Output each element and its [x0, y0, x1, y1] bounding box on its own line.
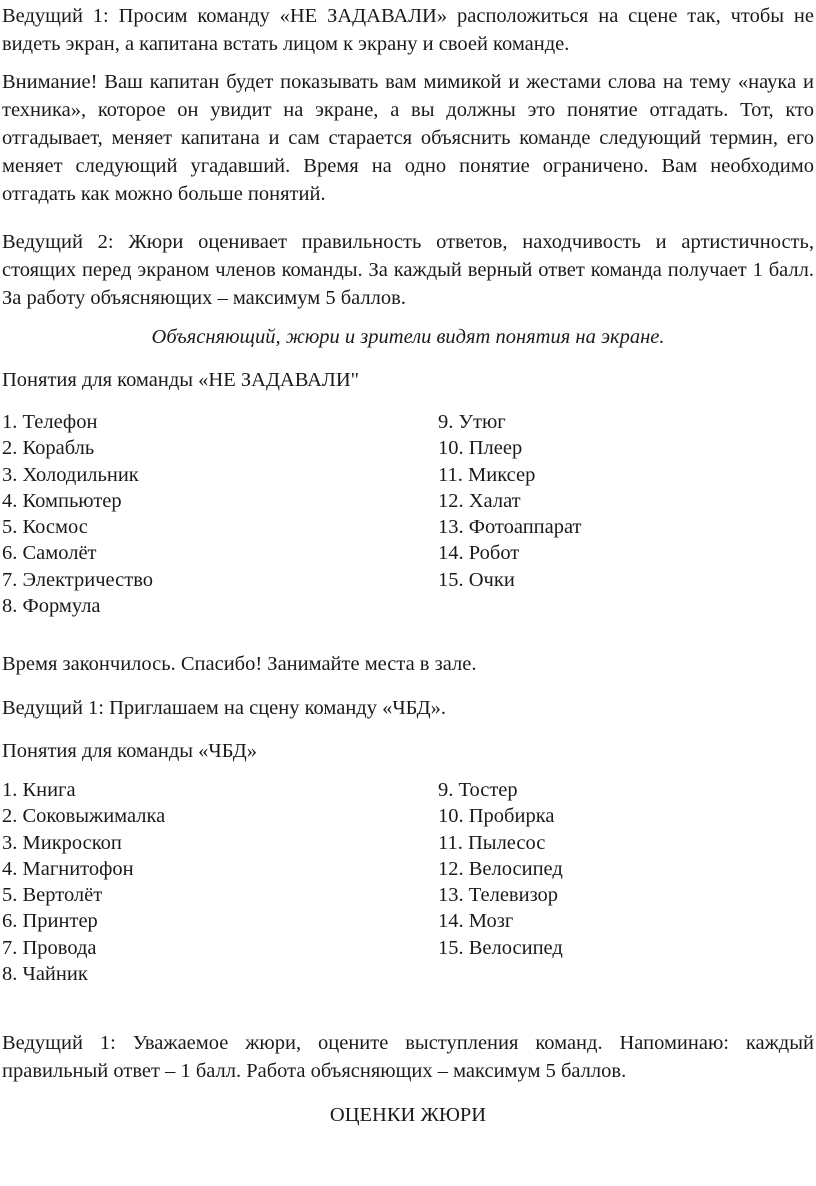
list-item: 3. Микроскоп: [2, 831, 122, 854]
list-item: 14. Робот: [438, 542, 520, 565]
list-item: 4. Магнитофон: [2, 857, 134, 880]
list2-right-column: [438, 777, 563, 961]
list-item: 8. Чайник: [2, 963, 88, 986]
list-item: 9. Утюг: [438, 411, 506, 433]
host2-jury-paragraph: Ведущий 2: Жюри оценивает правильность ответов, находчивость и артистичность, стоящих перед экраном членов команды. За каждый верный ответ команда получает 1 балл. За работу объясняющих – максимум 5 баллов.: [2, 231, 814, 309]
screen-note: Объясняющий, жюри и зрители видят понятия на экране.: [151, 326, 665, 348]
jury-scores-heading: ОЦЕНКИ ЖЮРИ: [329, 1104, 487, 1126]
list-item: 15. Велосипед: [438, 936, 563, 959]
list-item: 10. Плеер: [438, 437, 523, 460]
list-item: 9. Тостер: [438, 779, 518, 801]
rules-paragraph: Внимание! Ваш капитан будет показывать вам мимикой и жестами слова на тему «наука и техника», которое он увидит на экране, а вы должны это понятие отгадать. Тот, кто отгадывает, меняет капитана и сам старается объяснить команде следующий термин, его меняет следующий угадавший. Время на одно понятие ограничено. Вам необходимо отгадать как можно больше понятий.: [2, 71, 814, 205]
list-item: 4. Компьютер: [2, 489, 122, 512]
list1-right-column: [438, 409, 582, 593]
list2-left-column: [2, 777, 165, 987]
list-item: 6. Самолёт: [2, 542, 97, 565]
list-item: 12. Велосипед: [438, 857, 563, 880]
list-item: 7. Электричество: [2, 568, 153, 591]
list-item: 5. Космос: [2, 516, 88, 539]
list-item: 12. Халат: [438, 489, 521, 512]
list-item: 1. Книга: [2, 779, 76, 801]
list-item: 13. Фотоаппарат: [438, 516, 582, 539]
list-item: 10. Пробирка: [438, 805, 555, 828]
list-item: 2. Корабль: [2, 437, 95, 460]
time-up-paragraph: Время закончилось. Спасибо! Занимайте места в зале.: [2, 653, 477, 675]
host1-jury-paragraph: Ведущий 1: Уважаемое жюри, оцените выступления команд. Напоминаю: каждый правильный ответ – 1 балл. Работа объясняющих – максимум 5 баллов.: [2, 1032, 814, 1082]
list-item: 15. Очки: [438, 568, 515, 591]
list-item: 13. Телевизор: [438, 884, 559, 907]
list-item: 1. Телефон: [2, 411, 98, 433]
list-item: 3. Холодильник: [2, 463, 139, 486]
list1-heading: Понятия для команды «НЕ ЗАДАВАЛИ": [2, 369, 359, 391]
list2-heading: Понятия для команды «ЧБД»: [2, 740, 257, 762]
list1-left-column: [2, 409, 153, 619]
host1-intro-paragraph: Ведущий 1: Просим команду «НЕ ЗАДАВАЛИ» расположиться на сцене так, чтобы не видеть экран, а капитана встать лицом к экрану и своей команде.: [2, 5, 814, 55]
list-item: 11. Миксер: [438, 463, 536, 486]
list-item: 11. Пылесос: [438, 831, 546, 854]
list-item: 8. Формула: [2, 595, 101, 618]
host1-invite-paragraph: Ведущий 1: Приглашаем на сцену команду «ЧБД».: [2, 697, 447, 719]
list-item: 2. Соковыжималка: [2, 805, 166, 828]
list-item: 5. Вертолёт: [2, 884, 103, 907]
list-item: 7. Провода: [2, 936, 97, 959]
list-item: 6. Принтер: [2, 910, 98, 933]
list-item: 14. Мозг: [438, 910, 514, 933]
